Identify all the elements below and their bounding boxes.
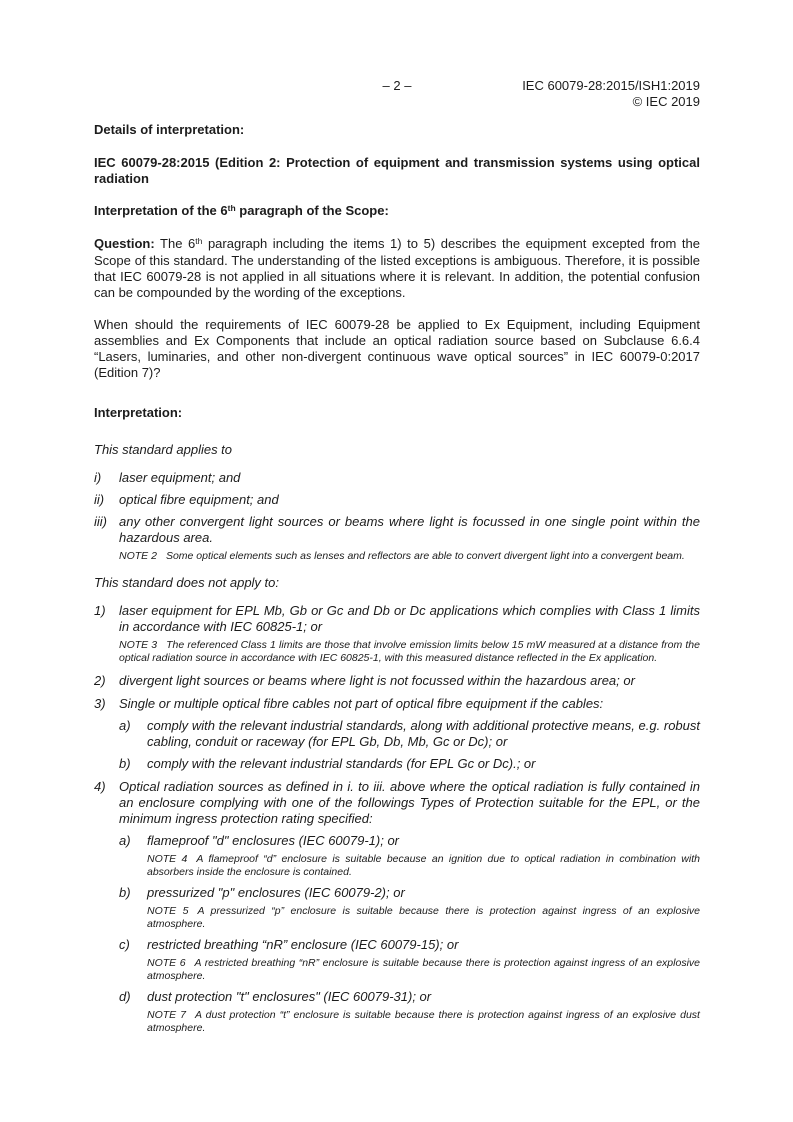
list-marker: b) <box>119 885 131 900</box>
question-paragraph-2: When should the requirements of IEC 60079-28 be applied to Ex Equipment, including Equipment assemblies and Ex Components that include an optical radiation source based on Subclause 6.6.4 “Lasers, luminaries, and other non-divergent continuous wave optical sources” in IEC 60079-0:2017 (Edition 7)? <box>94 317 700 380</box>
details-heading: Details of interpretation: <box>94 122 245 137</box>
list-text: divergent light sources or beams where light is not focussed within the hazardous area; or <box>119 673 635 688</box>
page-header <box>94 78 700 110</box>
list-item-4c <box>119 937 700 953</box>
copyright-notice: © IEC 2019 <box>632 94 700 109</box>
list-item-3a <box>119 718 700 750</box>
list-item-iii <box>94 514 700 546</box>
list-item-4d <box>119 989 700 1005</box>
list-item-3b <box>119 756 700 772</box>
note-2 <box>119 550 700 563</box>
list-item-3 <box>94 696 700 712</box>
note-4 <box>147 853 700 879</box>
list-marker: 2) <box>94 673 106 688</box>
page-number: – 2 – <box>382 78 412 93</box>
list-marker: a) <box>119 718 131 733</box>
note-label: NOTE 4 <box>147 853 188 865</box>
note-5 <box>147 905 700 931</box>
note-label: NOTE 2 <box>119 550 157 562</box>
list-text: comply with the relevant industrial standards, along with additional protective means, e.g. robust cabling, conduit or raceway (for EPL Gb, Db, Mb, Gc or Dc); or <box>147 718 700 749</box>
list-marker: 1) <box>94 603 106 618</box>
list-marker: 4) <box>94 779 106 794</box>
list-item-4 <box>94 779 700 827</box>
note-text: A dust protection “t” enclosure is suitable because there is protection against ingress of an explosive dust atmosphere. <box>147 1009 700 1034</box>
list-text: laser equipment; and <box>119 470 241 485</box>
list-item-4a <box>119 833 700 849</box>
note-label: NOTE 7 <box>147 1009 187 1021</box>
list-text: optical fibre equipment; and <box>119 492 279 507</box>
scope-heading: Interpretation of the 6th paragraph of the Scope: <box>94 202 389 218</box>
note-6 <box>147 957 700 983</box>
list-marker: ii) <box>94 492 105 507</box>
note-text: Some optical elements such as lenses and reflectors are able to convert divergent light into a convergent beam. <box>165 550 685 562</box>
list-text: dust protection "t" enclosures" (IEC 60079-31); or <box>147 989 432 1004</box>
standard-title: IEC 60079-28:2015 (Edition 2: Protection of equipment and transmission systems using optical radiation <box>94 155 700 186</box>
list-item-ii <box>94 492 700 508</box>
list-marker: 3) <box>94 696 106 711</box>
list-text: laser equipment for EPL Mb, Gb or Gc and Db or Dc applications which complies with Class 1 limits in accordance with IEC 60825-1; or <box>119 603 700 634</box>
list-text: Optical radiation sources as defined in i. to iii. above where the optical radiation is fully contained in an enclosure complying with one of the followings Types of Protection suitable for the EPL, or the minimum ingress protection rating specified: <box>119 779 700 826</box>
list-item-i <box>94 470 700 486</box>
note-label: NOTE 6 <box>147 957 186 969</box>
doc-reference: IEC 60079-28:2015/ISH1:2019 <box>522 78 700 93</box>
list-marker: a) <box>119 833 131 848</box>
question-paragraph-1: Question: The 6th paragraph including the items 1) to 5) describes the equipment excepted from the Scope of this standard. The understanding of the listed exceptions is ambiguous. Therefore, it is possible that IEC 60079-28 is not applied in all situations where it is relevant. In addition, the potential confusion can be compounded by the wording of the exceptions. <box>94 235 700 300</box>
question-label: Question: <box>94 236 155 251</box>
list-item-1 <box>94 603 700 635</box>
list-marker: iii) <box>94 514 107 529</box>
list-marker: c) <box>119 937 130 952</box>
note-7 <box>147 1009 700 1035</box>
list-text: Single or multiple optical fibre cables not part of optical fibre equipment if the cables: <box>119 696 604 711</box>
note-text: The referenced Class 1 limits are those that involve emission limits below 15 mW measured at a distance from the optical radiation source in accordance with IEC 60825-1, with this measured distance reflected in the Ex application. <box>119 639 700 664</box>
note-text: A restricted breathing “nR” enclosure is suitable because there is protection against ingress of an explosive atmosphere. <box>147 957 700 982</box>
note-text: A flameproof “d” enclosure is suitable because an ignition due to optical radiation in combination with absorbers inside the enclosure is contained. <box>147 853 700 878</box>
list-marker: i) <box>94 470 102 485</box>
list-text: pressurized "p" enclosures (IEC 60079-2); or <box>147 885 405 900</box>
not-apply-intro: This standard does not apply to: <box>94 575 280 590</box>
applies-intro: This standard applies to <box>94 442 233 457</box>
note-text: A pressurized “p” enclosure is suitable because there is protection against ingress of an explosive atmosphere. <box>147 905 700 930</box>
superscript-th: th <box>227 202 236 213</box>
list-text: comply with the relevant industrial standards (for EPL Gc or Dc).; or <box>147 756 536 771</box>
list-marker: d) <box>119 989 131 1004</box>
list-text: any other convergent light sources or beams where light is focussed in one single point within the hazardous area. <box>119 514 700 545</box>
note-label: NOTE 3 <box>119 639 158 651</box>
list-text: flameproof "d" enclosures (IEC 60079-1); or <box>147 833 400 848</box>
list-item-2 <box>94 673 700 689</box>
note-3 <box>119 639 700 665</box>
interpretation-heading: Interpretation: <box>94 405 183 420</box>
superscript-th: th <box>195 235 203 246</box>
note-label: NOTE 5 <box>147 905 189 917</box>
list-item-4b <box>119 885 700 901</box>
interpretation-body <box>94 442 700 1035</box>
list-text: restricted breathing “nR” enclosure (IEC 60079-15); or <box>147 937 459 952</box>
list-marker: b) <box>119 756 131 771</box>
